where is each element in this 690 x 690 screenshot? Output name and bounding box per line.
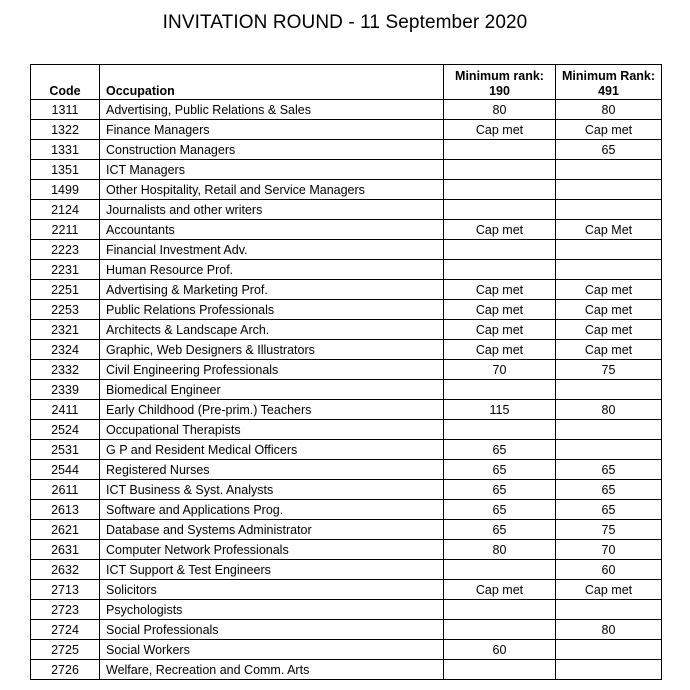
- occupation-cell: Human Resource Prof.: [100, 260, 444, 280]
- rank-491-cell: [556, 380, 662, 400]
- occupation-cell: Other Hospitality, Retail and Service Managers: [100, 180, 444, 200]
- table-row: [31, 180, 662, 200]
- rank-491-cell: 75: [556, 520, 662, 540]
- rank-491-cell: 60: [556, 560, 662, 580]
- table-row: [31, 500, 662, 520]
- table-body: [31, 100, 662, 680]
- occupation-cell: Graphic, Web Designers & Illustrators: [100, 340, 444, 360]
- rank-190-cell: 65: [444, 500, 556, 520]
- rank-190-cell: [444, 240, 556, 260]
- rank-190-cell: [444, 160, 556, 180]
- rank-190-cell: 115: [444, 400, 556, 420]
- rank-491-cell: 75: [556, 360, 662, 380]
- code-cell: 2725: [31, 640, 100, 660]
- occupation-cell: G P and Resident Medical Officers: [100, 440, 444, 460]
- rank-190-cell: Cap met: [444, 340, 556, 360]
- code-cell: 2339: [31, 380, 100, 400]
- rank-491-cell: [556, 660, 662, 680]
- rank-491-cell: Cap met: [556, 580, 662, 600]
- rank-491-cell: [556, 600, 662, 620]
- occupation-cell: Civil Engineering Professionals: [100, 360, 444, 380]
- rank-491-cell: 80: [556, 620, 662, 640]
- code-cell: 1499: [31, 180, 100, 200]
- rank-491-cell: 65: [556, 460, 662, 480]
- table-row: [31, 100, 662, 120]
- rank-190-cell: 65: [444, 460, 556, 480]
- table-row: [31, 420, 662, 440]
- code-cell: 2253: [31, 300, 100, 320]
- rank-190-cell: Cap met: [444, 320, 556, 340]
- table-row: [31, 400, 662, 420]
- table-row: [31, 220, 662, 240]
- code-cell: 2613: [31, 500, 100, 520]
- occupation-cell: Occupational Therapists: [100, 420, 444, 440]
- code-cell: 2524: [31, 420, 100, 440]
- occupation-cell: Database and Systems Administrator: [100, 520, 444, 540]
- code-cell: 2724: [31, 620, 100, 640]
- table-row: [31, 280, 662, 300]
- header-minimum-rank-190: [444, 65, 556, 100]
- occupation-cell: Construction Managers: [100, 140, 444, 160]
- occupation-cell: Advertising & Marketing Prof.: [100, 280, 444, 300]
- rank-190-cell: [444, 140, 556, 160]
- rank-491-cell: 80: [556, 400, 662, 420]
- rank-491-cell: [556, 180, 662, 200]
- table-row: [31, 340, 662, 360]
- occupation-cell: Software and Applications Prog.: [100, 500, 444, 520]
- table-row: [31, 260, 662, 280]
- table-row: [31, 240, 662, 260]
- rank-491-cell: [556, 420, 662, 440]
- rank-190-cell: [444, 200, 556, 220]
- table-row: [31, 600, 662, 620]
- rank-190-cell: 60: [444, 640, 556, 660]
- table-row: [31, 640, 662, 660]
- table-header-row: [31, 65, 662, 100]
- header-rank1-value: 190: [489, 84, 510, 98]
- table-row: [31, 520, 662, 540]
- table-row: [31, 620, 662, 640]
- header-rank1-label: Minimum rank:: [455, 69, 544, 83]
- occupation-cell: ICT Managers: [100, 160, 444, 180]
- rank-491-cell: Cap met: [556, 340, 662, 360]
- code-cell: 2124: [31, 200, 100, 220]
- rank-491-cell: 80: [556, 100, 662, 120]
- rank-190-cell: Cap met: [444, 280, 556, 300]
- table-row: [31, 200, 662, 220]
- code-cell: 2411: [31, 400, 100, 420]
- rank-491-cell: [556, 640, 662, 660]
- table-row: [31, 480, 662, 500]
- code-cell: 2632: [31, 560, 100, 580]
- code-cell: 2631: [31, 540, 100, 560]
- table-row: [31, 440, 662, 460]
- code-cell: 2621: [31, 520, 100, 540]
- table-row: [31, 460, 662, 480]
- table-row: [31, 660, 662, 680]
- rank-491-cell: 65: [556, 500, 662, 520]
- code-cell: 2211: [31, 220, 100, 240]
- occupation-cell: Social Professionals: [100, 620, 444, 640]
- rank-491-cell: [556, 160, 662, 180]
- code-cell: 2723: [31, 600, 100, 620]
- rank-190-cell: 65: [444, 440, 556, 460]
- header-rank2-label: Minimum Rank:: [561, 69, 656, 83]
- occupation-cell: Psychologists: [100, 600, 444, 620]
- rank-190-cell: Cap met: [444, 580, 556, 600]
- rank-491-cell: Cap met: [556, 280, 662, 300]
- rank-190-cell: Cap met: [444, 120, 556, 140]
- code-cell: 2611: [31, 480, 100, 500]
- table-row: [31, 360, 662, 380]
- rank-491-cell: 70: [556, 540, 662, 560]
- table-row: [31, 120, 662, 140]
- header-minimum-rank-491: [556, 65, 662, 100]
- code-cell: 1351: [31, 160, 100, 180]
- table-row: [31, 560, 662, 580]
- occupation-cell: Early Childhood (Pre-prim.) Teachers: [100, 400, 444, 420]
- occupation-cell: Biomedical Engineer: [100, 380, 444, 400]
- rank-491-cell: [556, 440, 662, 460]
- header-rank2-value: 491: [598, 84, 619, 98]
- code-cell: 2231: [31, 260, 100, 280]
- rank-190-cell: [444, 560, 556, 580]
- rank-491-cell: Cap met: [556, 300, 662, 320]
- occupation-cell: Architects & Landscape Arch.: [100, 320, 444, 340]
- rank-190-cell: [444, 620, 556, 640]
- table-row: [31, 580, 662, 600]
- table-row: [31, 160, 662, 180]
- code-cell: 2544: [31, 460, 100, 480]
- occupation-cell: ICT Support & Test Engineers: [100, 560, 444, 580]
- code-cell: 2713: [31, 580, 100, 600]
- occupation-cell: Social Workers: [100, 640, 444, 660]
- header-occupation: Occupation: [100, 65, 444, 100]
- rank-491-cell: [556, 240, 662, 260]
- rank-190-cell: 65: [444, 520, 556, 540]
- occupation-cell: Solicitors: [100, 580, 444, 600]
- rank-190-cell: [444, 380, 556, 400]
- invitation-round-table: [30, 64, 662, 680]
- rank-491-cell: 65: [556, 480, 662, 500]
- code-cell: 2332: [31, 360, 100, 380]
- rank-190-cell: 65: [444, 480, 556, 500]
- rank-190-cell: [444, 180, 556, 200]
- rank-190-cell: [444, 420, 556, 440]
- rank-491-cell: [556, 200, 662, 220]
- table-row: [31, 140, 662, 160]
- code-cell: 2251: [31, 280, 100, 300]
- occupation-cell: Computer Network Professionals: [100, 540, 444, 560]
- code-cell: 2531: [31, 440, 100, 460]
- rank-491-cell: Cap Met: [556, 220, 662, 240]
- code-cell: 1322: [31, 120, 100, 140]
- code-cell: 1331: [31, 140, 100, 160]
- table-row: [31, 380, 662, 400]
- table-row: [31, 540, 662, 560]
- rank-491-cell: 65: [556, 140, 662, 160]
- rank-190-cell: Cap met: [444, 300, 556, 320]
- code-cell: 2321: [31, 320, 100, 340]
- table-row: [31, 300, 662, 320]
- rank-190-cell: 70: [444, 360, 556, 380]
- code-cell: 1311: [31, 100, 100, 120]
- occupation-cell: Registered Nurses: [100, 460, 444, 480]
- rank-190-cell: 80: [444, 100, 556, 120]
- rank-190-cell: [444, 260, 556, 280]
- rank-491-cell: Cap met: [556, 320, 662, 340]
- occupation-cell: ICT Business & Syst. Analysts: [100, 480, 444, 500]
- rank-491-cell: [556, 260, 662, 280]
- occupation-cell: Journalists and other writers: [100, 200, 444, 220]
- occupation-cell: Welfare, Recreation and Comm. Arts: [100, 660, 444, 680]
- rank-190-cell: [444, 660, 556, 680]
- occupation-cell: Advertising, Public Relations & Sales: [100, 100, 444, 120]
- rank-190-cell: [444, 600, 556, 620]
- code-cell: 2324: [31, 340, 100, 360]
- code-cell: 2223: [31, 240, 100, 260]
- occupation-cell: Financial Investment Adv.: [100, 240, 444, 260]
- occupation-cell: Public Relations Professionals: [100, 300, 444, 320]
- page-title: INVITATION ROUND - 11 September 2020: [162, 12, 528, 33]
- code-cell: 2726: [31, 660, 100, 680]
- rank-190-cell: 80: [444, 540, 556, 560]
- occupation-cell: Accountants: [100, 220, 444, 240]
- rank-491-cell: Cap met: [556, 120, 662, 140]
- occupation-cell: Finance Managers: [100, 120, 444, 140]
- header-code: Code: [31, 65, 100, 100]
- table-row: [31, 320, 662, 340]
- rank-190-cell: Cap met: [444, 220, 556, 240]
